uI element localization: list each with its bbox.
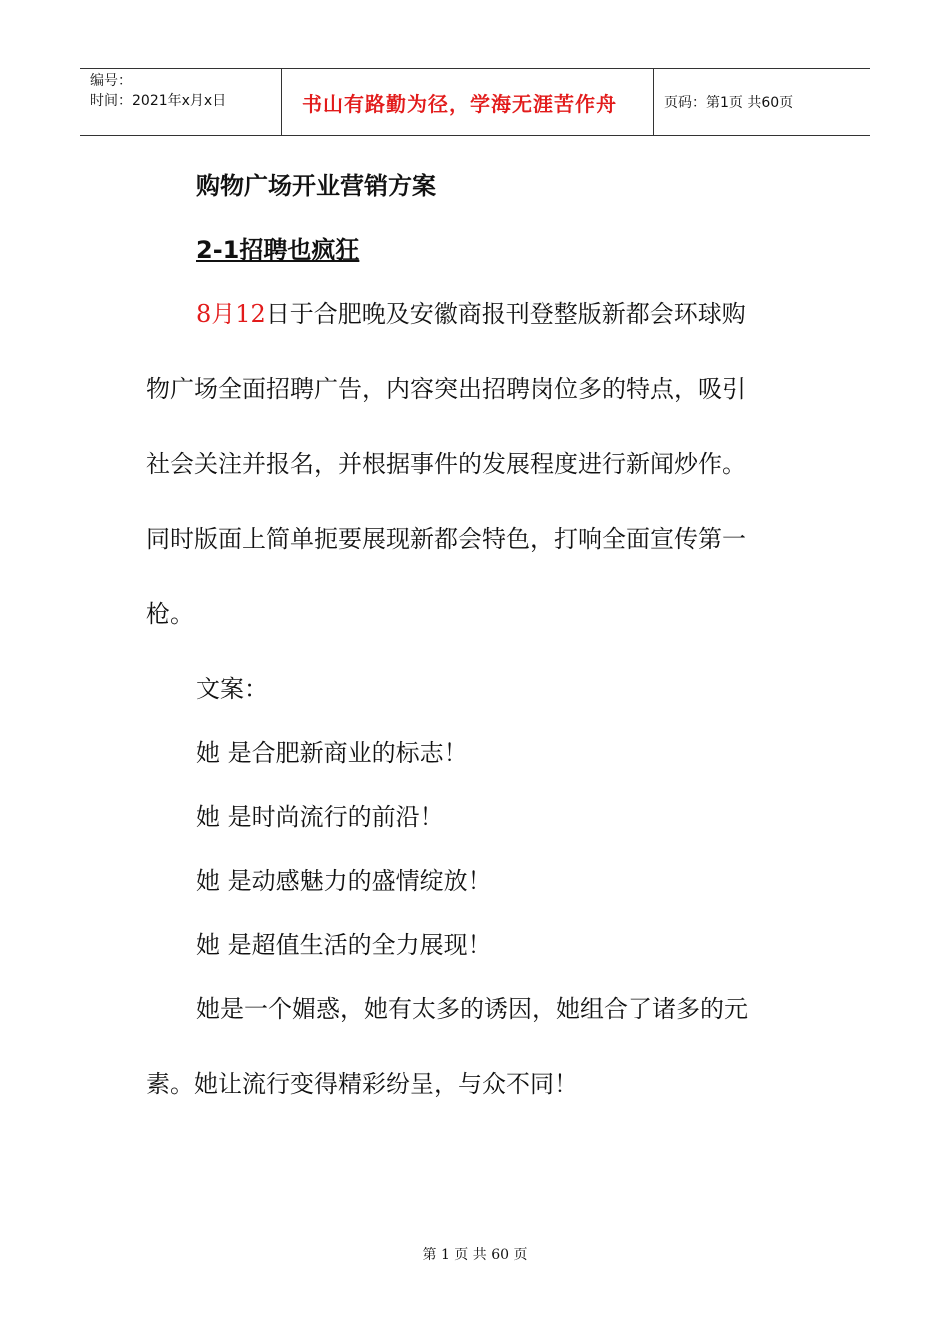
copy-label: 文案： (196, 675, 268, 703)
paragraph-line: 同时版面上简单扼要展现新都会特色，打响全面宣传第一 (146, 525, 746, 553)
paragraph-line: 素。她让流行变得精彩纷呈，与众不同！ (146, 1070, 578, 1098)
paragraph-line: 枪。 (146, 600, 194, 628)
page-footer: 第 1 页 共 60 页 (422, 1247, 528, 1263)
paragraph-line: 8月12日于合肥晚及安徽商报刊登整版新都会环球购 (196, 300, 746, 328)
slogan-line: 她 是超值生活的全力展现！ (196, 931, 492, 959)
paragraph-line: 她是一个媚惑，她有太多的诱因，她组合了诸多的元 (196, 995, 748, 1023)
header-motto: 书山有路勤为径，学海无涯苦作舟 (282, 69, 654, 135)
slogan-line: 她 是时尚流行的前沿！ (196, 803, 444, 831)
number-label: 编号： (90, 73, 132, 89)
paragraph-line: 物广场全面招聘广告，内容突出招聘岗位多的特点，吸引 (146, 375, 746, 403)
page-header (80, 68, 870, 136)
date-highlight: 8月12 (196, 300, 266, 328)
document-body (146, 160, 796, 1133)
paragraph-line: 社会关注并报名，并根据事件的发展程度进行新闻炒作。 (146, 450, 746, 478)
section-heading: 2-1招聘也疯狂 (196, 236, 360, 264)
slogan-line: 她 是合肥新商业的标志！ (196, 739, 468, 767)
time-label: 时间：2021年x月x日 (90, 93, 227, 109)
header-page-info: 页码：第1页 共60页 (664, 95, 794, 111)
slogan-line: 她 是动感魅力的盛情绽放！ (196, 867, 492, 895)
header-meta (80, 69, 282, 135)
document-title: 购物广场开业营销方案 (196, 172, 436, 200)
